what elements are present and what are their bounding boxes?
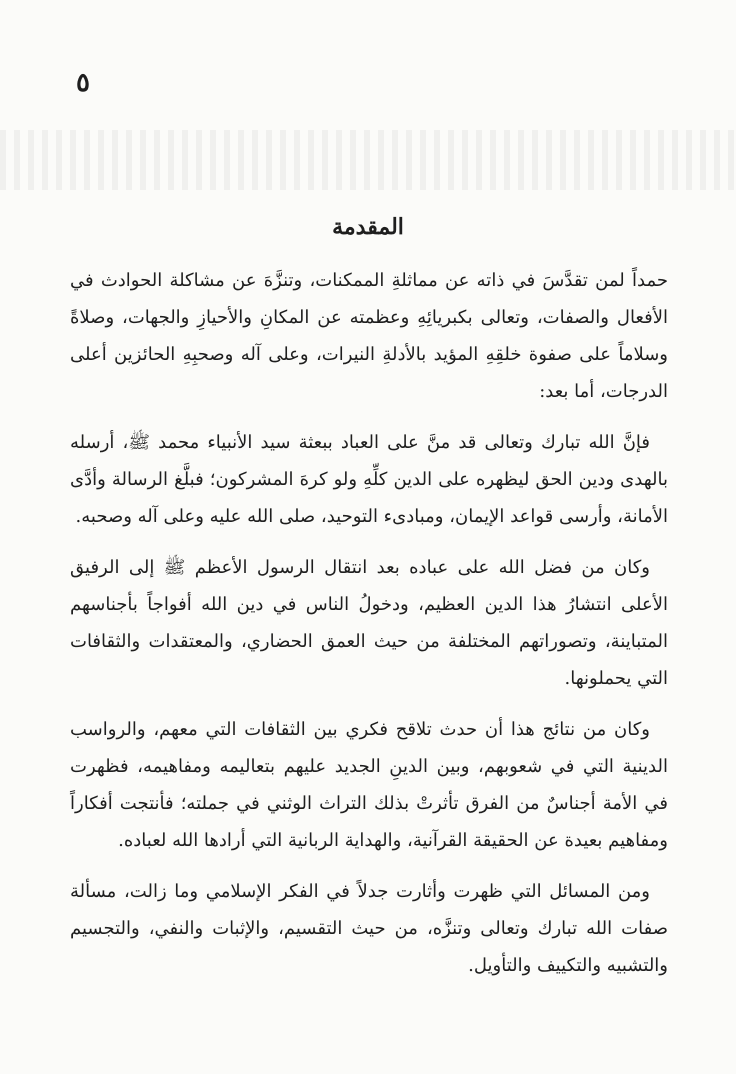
- page-number: ٥: [76, 68, 90, 98]
- show-through-texture: [0, 130, 736, 190]
- paragraph-2: فإنَّ الله تبارك وتعالى قد منَّ على العباد ببعثة سيد الأنبياء محمد ﷺ، أرسله بالهدى ودين الحق ليظهره على الدين كلِّهِ ولو كرهَ المشركون؛ فبلَّغ الرسالة وأدَّى الأمانة، وأرسى قواعد الإيمان، ومبادىء التوحيد، صلى الله عليه وعلى آله وصحبه.: [70, 432, 668, 527]
- page-heading: المقدمة: [332, 214, 404, 240]
- paragraph-5: ومن المسائل التي ظهرت وأثارت جدلاً في الفكر الإسلامي وما زالت، مسألة صفات الله تبارك وتعالى وتنزَّه، من حيث التقسيم، والإثبات والنفي، والتجسيم والتشبيه والتكييف والتأويل.: [70, 881, 668, 976]
- paragraph-3: وكان من فضل الله على عباده بعد انتقال الرسول الأعظم ﷺ إلى الرفيق الأعلى انتشارُ هذا الدين العظيم، ودخولُ الناس في دين الله أفواجاً بأجناسهم المتباينة، وتصوراتهم المختلفة من حيث العمق الحضاري، والمعتقدات والثقافات التي يحملونها.: [70, 557, 668, 689]
- paragraph-1: حمداً لمن تقدَّسَ في ذاته عن مماثلةِ الممكنات، وتنزَّهَ عن مشاكلة الحوادث في الأفعال والصفات، وتعالى بكبريائِهِ وعظمته عن المكانِ والأحيازِ والجهات، وصلاةً وسلاماً على صفوة خلقِهِ المؤيد بالأدلةِ النيرات، وعلى آله وصحبِهِ الحائزين أعلى الدرجات، أما بعد:: [70, 270, 668, 402]
- body-text: [70, 262, 668, 998]
- paragraph-4: وكان من نتائج هذا أن حدث تلاقح فكري بين الثقافات التي معهم، والرواسب الدينية التي في شعوبهم، وبين الدينِ الجديد عليهم بتعاليمه ومفاهيمه، فظهرت في الأمة أجناسٌ من الفرق تأثرتْ بذلك التراث الوثني في جملته؛ فأنتجت أفكاراً ومفاهيم بعيدة عن الحقيقة القرآنية، والهداية الربانية التي أرادها الله لعباده.: [70, 719, 668, 851]
